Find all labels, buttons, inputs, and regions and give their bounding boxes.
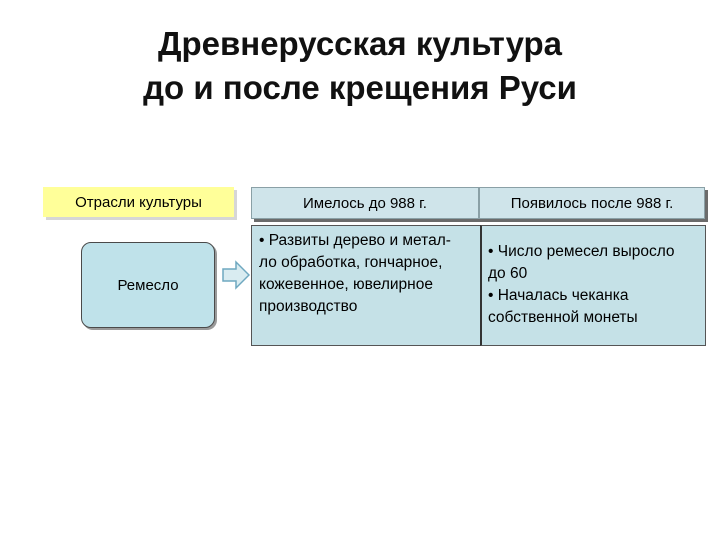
before-line-4: производство bbox=[259, 298, 358, 315]
after-line-2: до 60 bbox=[488, 265, 528, 282]
header-before-988: Имелось до 988 г. bbox=[251, 187, 479, 219]
title-line-1: Древнерусская культура bbox=[157, 25, 563, 62]
craft-box: Ремесло bbox=[81, 242, 215, 328]
after-line-3: • Началась чеканка bbox=[488, 287, 629, 304]
before-line-2: ло обработка, гончарное, bbox=[259, 254, 443, 271]
after-line-4: собственной монеты bbox=[488, 309, 638, 326]
right-arrow-icon bbox=[222, 260, 250, 290]
after-line-1: • Число ремесел выросло bbox=[488, 243, 675, 260]
before-line-3: кожевенное, ювелирное bbox=[259, 276, 433, 293]
title-line-2: до и после крещения Руси bbox=[143, 69, 577, 106]
slide-title bbox=[0, 22, 720, 110]
before-cell bbox=[251, 225, 481, 346]
header-branches: Отрасли культуры bbox=[43, 187, 234, 217]
before-line-1: • Развиты дерево и метал- bbox=[259, 232, 451, 249]
header-after-988: Появилось после 988 г. bbox=[479, 187, 705, 219]
after-cell bbox=[480, 225, 706, 346]
